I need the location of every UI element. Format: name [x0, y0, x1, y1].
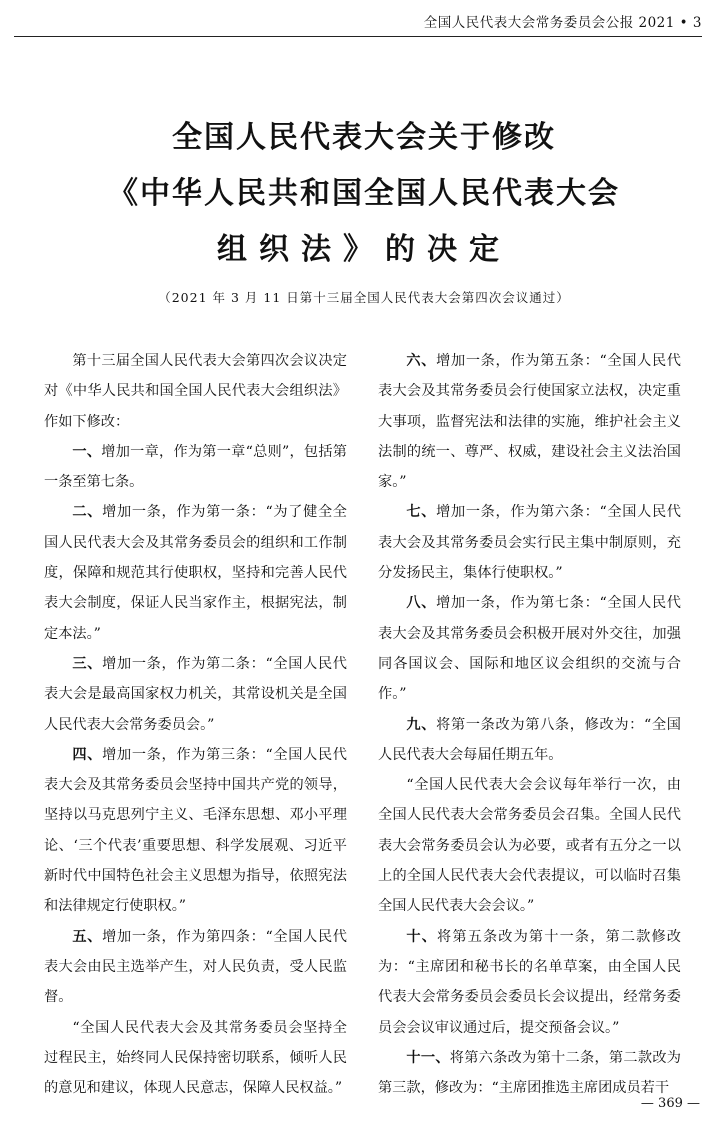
article-text: “全国人民代表大会及其常务委员会坚持全过程民主，始终同人民保持密切联系，倾听人民的意见和建议，体现人民意志，保障人民权益。”	[44, 1019, 347, 1097]
article-paragraph	[378, 1043, 681, 1104]
title-line-2: 《中华人民共和国全国人民代表大会	[108, 176, 620, 211]
article-text: 增加一条，作为第一条：“为了健全全国人民代表大会及其常务委员会的组织和工作制度，保障和规范其行使职权，坚持和完善人民代表大会制度，保证人民当家作主，根据宪法，制定本法。”	[44, 504, 347, 642]
article-text: 增加一条，作为第七条：“全国人民代表大会及其常务委员会积极开展对外交往，加强同各国议会、国际和地区议会组织的交流与合作。”	[378, 595, 681, 703]
running-header-title: 全国人民代表大会常务委员会公报 2021 • 3	[423, 15, 702, 31]
article-paragraph	[44, 437, 347, 498]
article-number: 十、	[406, 928, 438, 945]
right-column	[378, 346, 681, 1103]
article-text: 增加一章，作为第一章“总则”，包括第一条至第七条。	[44, 443, 347, 491]
article-number: 六、	[406, 353, 437, 369]
article-paragraph	[44, 649, 347, 740]
article-number: 九、	[406, 716, 437, 733]
page-number: — 369 —	[640, 1096, 700, 1111]
article-paragraph	[44, 346, 347, 437]
article-number: 一、	[72, 443, 102, 460]
title-line-1: 全国人民代表大会关于修改	[172, 120, 556, 155]
article-text: 将第一条改为第八条，修改为：“全国人民代表大会每届任期五年。	[378, 716, 681, 763]
article-number: 八、	[406, 595, 437, 612]
article-text: 将第五条改为第十一条，第二款修改为：“主席团和秘书长的名单草案，由全国人民代表大会常务委员会委员长会议提出，经常务委员会会议审议通过后，提交预备会议。”	[378, 928, 681, 1036]
article-paragraph	[378, 346, 681, 497]
article-number: 三、	[72, 655, 103, 672]
article-number: 二、	[72, 504, 103, 521]
article-paragraph	[44, 922, 347, 1013]
article-paragraph	[378, 497, 681, 588]
article-number: 十一、	[406, 1049, 450, 1066]
title-line-3: 组织法》的决定	[217, 232, 511, 267]
article-number: 七、	[406, 504, 437, 521]
article-text: 增加一条，作为第三条：“全国人民代表大会及其常务委员会坚持中国共产党的领导，坚持以马克思列宁主义、毛泽东思想、邓小平理论、‘三个代表’重要思想、科学发展观、习近平新时代中国特色社会主义思想为指导，依照宪法和法律规定行使职权。”	[44, 746, 347, 915]
article-text: 增加一条，作为第五条：“全国人民代表大会及其常务委员会行使国家立法权，决定重大事项，监督宪法和法律的实施，维护社会主义法制的统一、尊严、权威，建设社会主义法治国家。”	[378, 353, 681, 491]
article-number: 五、	[72, 928, 103, 945]
article-paragraph	[44, 740, 347, 922]
article-text: 第十三届全国人民代表大会第四次会议决定对《中华人民共和国全国人民代表大会组织法》作如下修改：	[44, 353, 347, 430]
article-text: 增加一条，作为第四条：“全国人民代表大会由民主选举产生，对人民负责，受人民监督。	[44, 928, 347, 1006]
article-text: 增加一条，作为第六条：“全国人民代表大会及其常务委员会实行民主集中制原则，充分发扬民主，集体行使职权。”	[378, 504, 681, 582]
adoption-note: （2021 年 3 月 11 日第十三届全国人民代表大会第四次会议通过）	[158, 290, 570, 305]
left-column	[44, 346, 347, 1103]
article-paragraph	[378, 770, 681, 921]
article-text: “全国人民代表大会会议每年举行一次，由全国人民代表大会常务委员会召集。全国人民代表大会常务委员会认为必要，或者有五分之一以上的全国人民代表大会代表提议，可以临时召集全国人民代表大会会议。”	[378, 777, 681, 915]
article-paragraph	[378, 922, 681, 1043]
article-paragraph	[378, 710, 681, 771]
article-paragraph	[378, 588, 681, 709]
article-text: 将第六条改为第十二条，第二款改为第三款，修改为：“主席团推选主席团成员若干	[378, 1049, 681, 1097]
article-paragraph	[44, 497, 347, 648]
article-text: 增加一条，作为第二条：“全国人民代表大会是最高国家权力机关，其常设机关是全国人民代表大会常务委员会。”	[44, 655, 347, 733]
running-header	[14, 14, 702, 37]
article-number: 四、	[72, 746, 103, 763]
article-paragraph	[44, 1013, 347, 1104]
document-title	[0, 110, 728, 278]
